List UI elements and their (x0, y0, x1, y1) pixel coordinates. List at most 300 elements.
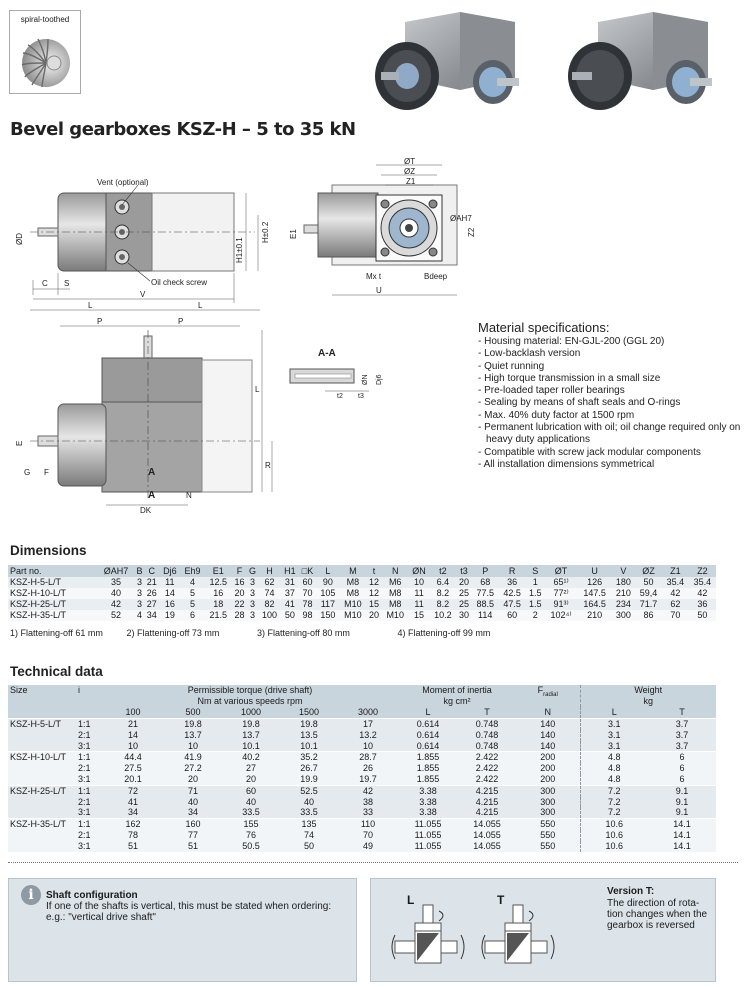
dimensions-title: Dimensions (10, 543, 87, 558)
dim-col-header: ØT (545, 565, 577, 577)
table-cell: 34 (164, 807, 222, 818)
table-cell: 38 (338, 797, 398, 808)
table-cell: 71 (164, 785, 222, 796)
table-cell: 72 (102, 785, 164, 796)
dim-col-header: V (612, 565, 635, 577)
table-cell: 74 (280, 830, 338, 841)
dim-z1: Z1 (406, 177, 416, 186)
table-cell: 7.2 (580, 797, 648, 808)
table-cell: 21 (102, 719, 164, 730)
weight-col-t: T (648, 707, 716, 719)
table-cell: 34 (144, 610, 159, 621)
table-cell: 15 (366, 599, 381, 610)
table-cell: 10.6 (580, 841, 648, 852)
table-cell: M8 (339, 588, 366, 599)
dim-col-header: R (499, 565, 526, 577)
dim-col-header: Z2 (689, 565, 716, 577)
table-cell: 74 (258, 588, 281, 599)
table-cell: 4.215 (458, 797, 516, 808)
table-cell: 3:1 (76, 741, 102, 752)
dim-oz: ØZ (404, 167, 416, 176)
table-cell: 200 (516, 774, 580, 785)
drawing-side-view (10, 155, 275, 305)
table-cell: 0.748 (458, 719, 516, 730)
table-cell: 4.8 (580, 774, 648, 785)
table-row (8, 807, 716, 818)
footnote: 4) Flattening-off 99 mm (397, 628, 491, 638)
table-cell: 10 (164, 741, 222, 752)
table-cell: M10 (339, 599, 366, 610)
table-cell: 3.38 (398, 807, 458, 818)
spiral-toothed-badge (9, 10, 81, 94)
table-cell: 2:1 (76, 797, 102, 808)
dim-v: V (140, 290, 146, 299)
table-cell: 16 (159, 599, 180, 610)
dim-n: N (186, 491, 192, 500)
table-cell: 6 (648, 774, 716, 785)
table-cell: 91³⁾ (545, 599, 577, 610)
table-cell: 13.7 (164, 730, 222, 741)
table-cell: 60 (222, 785, 280, 796)
table-cell: M8 (382, 599, 409, 610)
size-cell (8, 797, 76, 808)
table-cell: 14 (159, 588, 180, 599)
dim-r: R (265, 461, 271, 470)
table-cell: 11 (409, 599, 430, 610)
table-cell: 1.855 (398, 774, 458, 785)
dim-g: G (24, 468, 31, 477)
dim-col-header: F (232, 565, 247, 577)
table-cell: 3 (135, 588, 144, 599)
footnote: 2) Flattening-off 73 mm (126, 628, 220, 638)
shaft-info-text: If one of the shafts is vertical, this must be stated when ordering: e.g.: "vertical drive shaft" (46, 901, 332, 923)
inertia-title: Moment of inertia (422, 685, 492, 695)
table-cell: 51 (102, 841, 164, 852)
dim-c: C (42, 279, 48, 288)
table-cell: 33.5 (222, 807, 280, 818)
table-cell: 20 (164, 774, 222, 785)
dim-h1: H1±0.1 (235, 237, 244, 263)
spec-item: - Low-backlash version (478, 348, 743, 360)
table-cell: 3:1 (76, 807, 102, 818)
table-cell: 41 (281, 599, 299, 610)
table-cell: 19.8 (164, 719, 222, 730)
table-row (8, 730, 716, 741)
table-cell: 42 (338, 785, 398, 796)
material-specifications (478, 320, 743, 471)
spec-item: - Quiet running (478, 361, 743, 373)
dim-col-header: Part no. (8, 565, 97, 577)
table-cell: 35 (97, 577, 135, 588)
table-cell: 6 (648, 763, 716, 774)
table-cell: 140 (516, 741, 580, 752)
table-cell: 62 (662, 599, 689, 610)
dim-col-header: Dj6 (159, 565, 180, 577)
table-cell: 78 (299, 599, 317, 610)
table-cell: 25 (456, 599, 471, 610)
table-cell: 14.055 (458, 830, 516, 841)
table-cell: 19.8 (222, 719, 280, 730)
table-cell: 42 (689, 588, 716, 599)
table-cell: 36 (499, 577, 526, 588)
table-cell: 25 (456, 588, 471, 599)
dim-e1: E1 (289, 229, 298, 239)
table-cell: 234 (612, 599, 635, 610)
label-oil-check: Oil check screw (151, 278, 208, 287)
table-cell: 21.5 (205, 610, 232, 621)
info-icon: i (21, 885, 41, 905)
specs-list (478, 336, 743, 471)
table-cell: 11 (409, 588, 430, 599)
table-row (8, 752, 716, 763)
table-cell: 300 (516, 785, 580, 796)
table-cell: 42 (662, 588, 689, 599)
footnote: 3) Flattening-off 80 mm (257, 628, 350, 638)
table-cell: 0.748 (458, 741, 516, 752)
table-cell: 20 (222, 774, 280, 785)
shaft-configuration-box (8, 878, 357, 982)
table-cell: 26.7 (280, 763, 338, 774)
table-cell: 52 (97, 610, 135, 621)
shaft-info-title: Shaft configuration (46, 890, 138, 901)
col-torque (102, 685, 398, 707)
spec-item: - Sealing by means of shaft seals and O-rings (478, 397, 743, 409)
dim-col-header: ØN (409, 565, 430, 577)
dim-col-header: M (339, 565, 366, 577)
table-cell: 82 (258, 599, 281, 610)
table-cell: 65¹⁾ (545, 577, 577, 588)
table-cell: KSZ-H-35-L/T (8, 610, 97, 621)
table-cell: 70 (299, 588, 317, 599)
table-cell: 13.5 (280, 730, 338, 741)
table-cell: 135 (280, 819, 338, 830)
table-cell: 1.5 (526, 588, 545, 599)
table-cell: 20 (456, 577, 471, 588)
table-cell: KSZ-H-10-L/T (8, 588, 97, 599)
table-cell: 14 (102, 730, 164, 741)
torque-subtitle: Nm at various speeds rpm (197, 696, 303, 706)
table-cell: 33 (338, 807, 398, 818)
dim-t3: t3 (358, 393, 364, 400)
table-cell: 3.38 (398, 797, 458, 808)
table-cell: 6 (648, 752, 716, 763)
inertia-col-l: L (398, 707, 458, 719)
table-cell: 2:1 (76, 730, 102, 741)
table-cell: 10.2 (429, 610, 456, 621)
table-cell: 35.4 (662, 577, 689, 588)
size-cell: KSZ-H-10-L/T (8, 752, 76, 763)
dim-e: E (15, 440, 24, 446)
table-cell: 3 (247, 588, 258, 599)
version-t-label: T (497, 893, 505, 907)
dim-col-header: N (382, 565, 409, 577)
table-cell: 28 (232, 610, 247, 621)
section-marker-a-lower: A (148, 490, 156, 501)
table-cell: 2 (526, 610, 545, 621)
col-fradial (516, 685, 580, 707)
dim-p-right: P (178, 317, 184, 326)
table-cell: 40 (164, 797, 222, 808)
inertia-unit: kg cm² (443, 696, 471, 706)
section-aa-title: A-A (318, 348, 336, 359)
table-cell: 105 (316, 588, 339, 599)
dim-t2: t2 (337, 393, 343, 400)
footnote: 1) Flattening-off 61 mm (10, 628, 103, 638)
table-cell: 40 (280, 797, 338, 808)
table-cell: 18 (205, 599, 232, 610)
speed-header: 1000 (222, 707, 280, 719)
table-cell: 160 (164, 819, 222, 830)
table-cell: 10.1 (280, 741, 338, 752)
table-cell: 27 (144, 599, 159, 610)
inertia-col-t: T (458, 707, 516, 719)
table-cell: 15 (409, 610, 430, 621)
table-cell: 1.855 (398, 752, 458, 763)
dim-col-header: H1 (281, 565, 299, 577)
table-row (8, 797, 716, 808)
table-cell: 0.614 (398, 730, 458, 741)
table-cell: 49 (338, 841, 398, 852)
table-cell: 1.855 (398, 763, 458, 774)
table-row (8, 819, 716, 830)
table-cell: 30 (456, 610, 471, 621)
dim-l-left: L (88, 301, 93, 310)
spec-item: - Max. 40% duty factor at 1500 rpm (478, 410, 743, 422)
table-cell: 10 (338, 741, 398, 752)
table-cell: 77.5 (472, 588, 499, 599)
table-cell: 0.614 (398, 719, 458, 730)
table-cell: 3 (247, 599, 258, 610)
dim-s: S (64, 279, 70, 288)
table-cell: 14.1 (648, 841, 716, 852)
table-cell: 7.2 (580, 785, 648, 796)
table-cell: 200 (516, 763, 580, 774)
dim-col-header: P (472, 565, 499, 577)
table-cell: 19.7 (338, 774, 398, 785)
dim-u: U (376, 286, 382, 295)
table-cell: 77 (164, 830, 222, 841)
table-cell: 3 (135, 599, 144, 610)
table-row (8, 719, 716, 730)
table-cell: 126 (577, 577, 612, 588)
table-cell: 114 (472, 610, 499, 621)
dim-col-header: t3 (456, 565, 471, 577)
table-cell: 68 (472, 577, 499, 588)
table-cell: 210 (577, 610, 612, 621)
table-cell: 3 (247, 577, 258, 588)
table-cell: 34 (102, 807, 164, 818)
label-vent: Vent (optional) (97, 178, 149, 187)
table-cell: 20.1 (102, 774, 164, 785)
table-row (8, 741, 716, 752)
table-row (8, 577, 716, 588)
table-cell: 1:1 (76, 719, 102, 730)
table-cell: 10 (409, 577, 430, 588)
table-cell: 150 (316, 610, 339, 621)
version-box (370, 878, 716, 982)
table-row (8, 599, 716, 610)
table-row (8, 785, 716, 796)
table-row (8, 774, 716, 785)
table-row (8, 610, 716, 621)
table-cell: 8.2 (429, 599, 456, 610)
dim-col-header: Eh9 (180, 565, 205, 577)
table-cell: 78 (102, 830, 164, 841)
table-cell: 60 (499, 610, 526, 621)
dim-p-left: P (97, 317, 103, 326)
spec-item: - All installation dimensions symmetrical (478, 459, 743, 471)
size-cell (8, 841, 76, 852)
table-cell: 59,4 (635, 588, 662, 599)
table-cell: 5 (180, 599, 205, 610)
col-inertia (398, 685, 516, 707)
size-cell: KSZ-H-35-L/T (8, 819, 76, 830)
table-cell: 4.8 (580, 752, 648, 763)
size-cell (8, 830, 76, 841)
table-cell: 14.1 (648, 830, 716, 841)
table-cell: 47.5 (499, 599, 526, 610)
table-cell: 162 (102, 819, 164, 830)
table-cell: M10 (382, 610, 409, 621)
table-cell: 3:1 (76, 774, 102, 785)
table-cell: KSZ-H-25-L/T (8, 599, 97, 610)
table-cell: 3.1 (580, 741, 648, 752)
table-cell: 1:1 (76, 785, 102, 796)
weight-col-l: L (580, 707, 648, 719)
table-cell: 10.6 (580, 819, 648, 830)
divider (8, 862, 738, 863)
table-cell: 100 (258, 610, 281, 621)
table-cell: 27.5 (102, 763, 164, 774)
table-cell: 550 (516, 819, 580, 830)
dim-ot: ØT (404, 157, 416, 166)
table-cell: 3.7 (648, 741, 716, 752)
torque-title: Permissible torque (drive shaft) (187, 685, 313, 695)
table-cell: 86 (635, 610, 662, 621)
version-text: The direction of rota-tion changes when the gearbox is reversed (607, 898, 708, 931)
gearbox-photo-version-l (365, 8, 545, 120)
drawing-top-view (10, 300, 280, 515)
table-cell: 0.748 (458, 730, 516, 741)
table-cell: 50 (281, 610, 299, 621)
table-cell: M10 (339, 610, 366, 621)
fradial-unit: N (516, 707, 580, 719)
dim-col-header: L (316, 565, 339, 577)
dim-dk: DK (140, 506, 152, 515)
table-cell: 35.4 (689, 577, 716, 588)
table-cell: 19.8 (280, 719, 338, 730)
table-cell: 10 (102, 741, 164, 752)
size-cell: KSZ-H-25-L/T (8, 785, 76, 796)
table-cell: 52.5 (280, 785, 338, 796)
table-cell: 200 (516, 752, 580, 763)
table-cell: 3.38 (398, 785, 458, 796)
table-cell: 4.215 (458, 807, 516, 818)
table-cell: 8.2 (429, 588, 456, 599)
dim-col-header: B (136, 566, 143, 576)
table-cell: 4.215 (458, 785, 516, 796)
weight-title: Weight (634, 685, 663, 695)
table-cell: 14.1 (648, 819, 716, 830)
table-cell: 14.055 (458, 819, 516, 830)
section-marker-a-upper: A (148, 467, 156, 478)
table-cell: 0.614 (398, 741, 458, 752)
table-cell: 2.422 (458, 752, 516, 763)
table-cell: 13.7 (222, 730, 280, 741)
table-cell: 11.055 (398, 819, 458, 830)
dim-col-header: G (249, 566, 257, 576)
table-cell: 11.055 (398, 830, 458, 841)
table-cell: 71.7 (635, 599, 662, 610)
dim-col-header: t2 (429, 565, 456, 577)
table-cell: 12.5 (205, 577, 232, 588)
table-cell: 70 (662, 610, 689, 621)
table-cell: 300 (516, 807, 580, 818)
table-cell: 98 (299, 610, 317, 621)
dim-col-header: t (366, 565, 381, 577)
table-cell: 4 (135, 610, 144, 621)
table-cell: 5 (180, 588, 205, 599)
table-cell: KSZ-H-5-L/T (8, 577, 97, 588)
badge-label: spiral-toothed (20, 15, 70, 24)
table-cell: 13.2 (338, 730, 398, 741)
speed-header: 500 (164, 707, 222, 719)
table-cell: 6 (180, 610, 205, 621)
speed-header: 1500 (280, 707, 338, 719)
size-cell (8, 763, 76, 774)
table-cell: 210 (612, 588, 635, 599)
dim-h: H±0.2 (261, 221, 270, 243)
table-cell: 550 (516, 841, 580, 852)
table-cell: 110 (338, 819, 398, 830)
table-cell: 60 (299, 577, 317, 588)
dim-col-header: E1 (205, 565, 232, 577)
table-cell: 70 (338, 830, 398, 841)
table-cell: 10.6 (580, 830, 648, 841)
table-cell: 76 (222, 830, 280, 841)
speed-header: 3000 (338, 707, 398, 719)
table-cell: 20 (232, 588, 247, 599)
drawing-section-aa (285, 345, 395, 405)
table-cell: 300 (516, 797, 580, 808)
table-cell: 88.5 (472, 599, 499, 610)
table-cell: 62 (258, 577, 281, 588)
table-cell: 40.2 (222, 752, 280, 763)
table-cell: 36 (689, 599, 716, 610)
table-cell: 2:1 (76, 830, 102, 841)
table-cell: 27 (222, 763, 280, 774)
spec-item: - Pre-loaded taper roller bearings (478, 385, 743, 397)
table-cell: 90 (316, 577, 339, 588)
table-cell: 7.2 (580, 807, 648, 818)
dim-on: ØN (362, 374, 369, 385)
table-cell: 28.7 (338, 752, 398, 763)
version-t-diagram (479, 901, 559, 979)
dim-mxt: Mx t (366, 272, 382, 281)
table-cell: 16 (232, 577, 247, 588)
size-cell (8, 807, 76, 818)
version-title: Version T: (607, 886, 655, 897)
table-cell: 1:1 (76, 819, 102, 830)
table-cell: M8 (339, 577, 366, 588)
table-cell: 12 (366, 588, 381, 599)
dimension-footnotes (10, 628, 490, 638)
table-cell: 550 (516, 830, 580, 841)
dim-col-header: Z1 (662, 565, 689, 577)
dim-col-header: C (144, 565, 159, 577)
table-cell: M8 (382, 588, 409, 599)
table-cell: 22 (232, 599, 247, 610)
